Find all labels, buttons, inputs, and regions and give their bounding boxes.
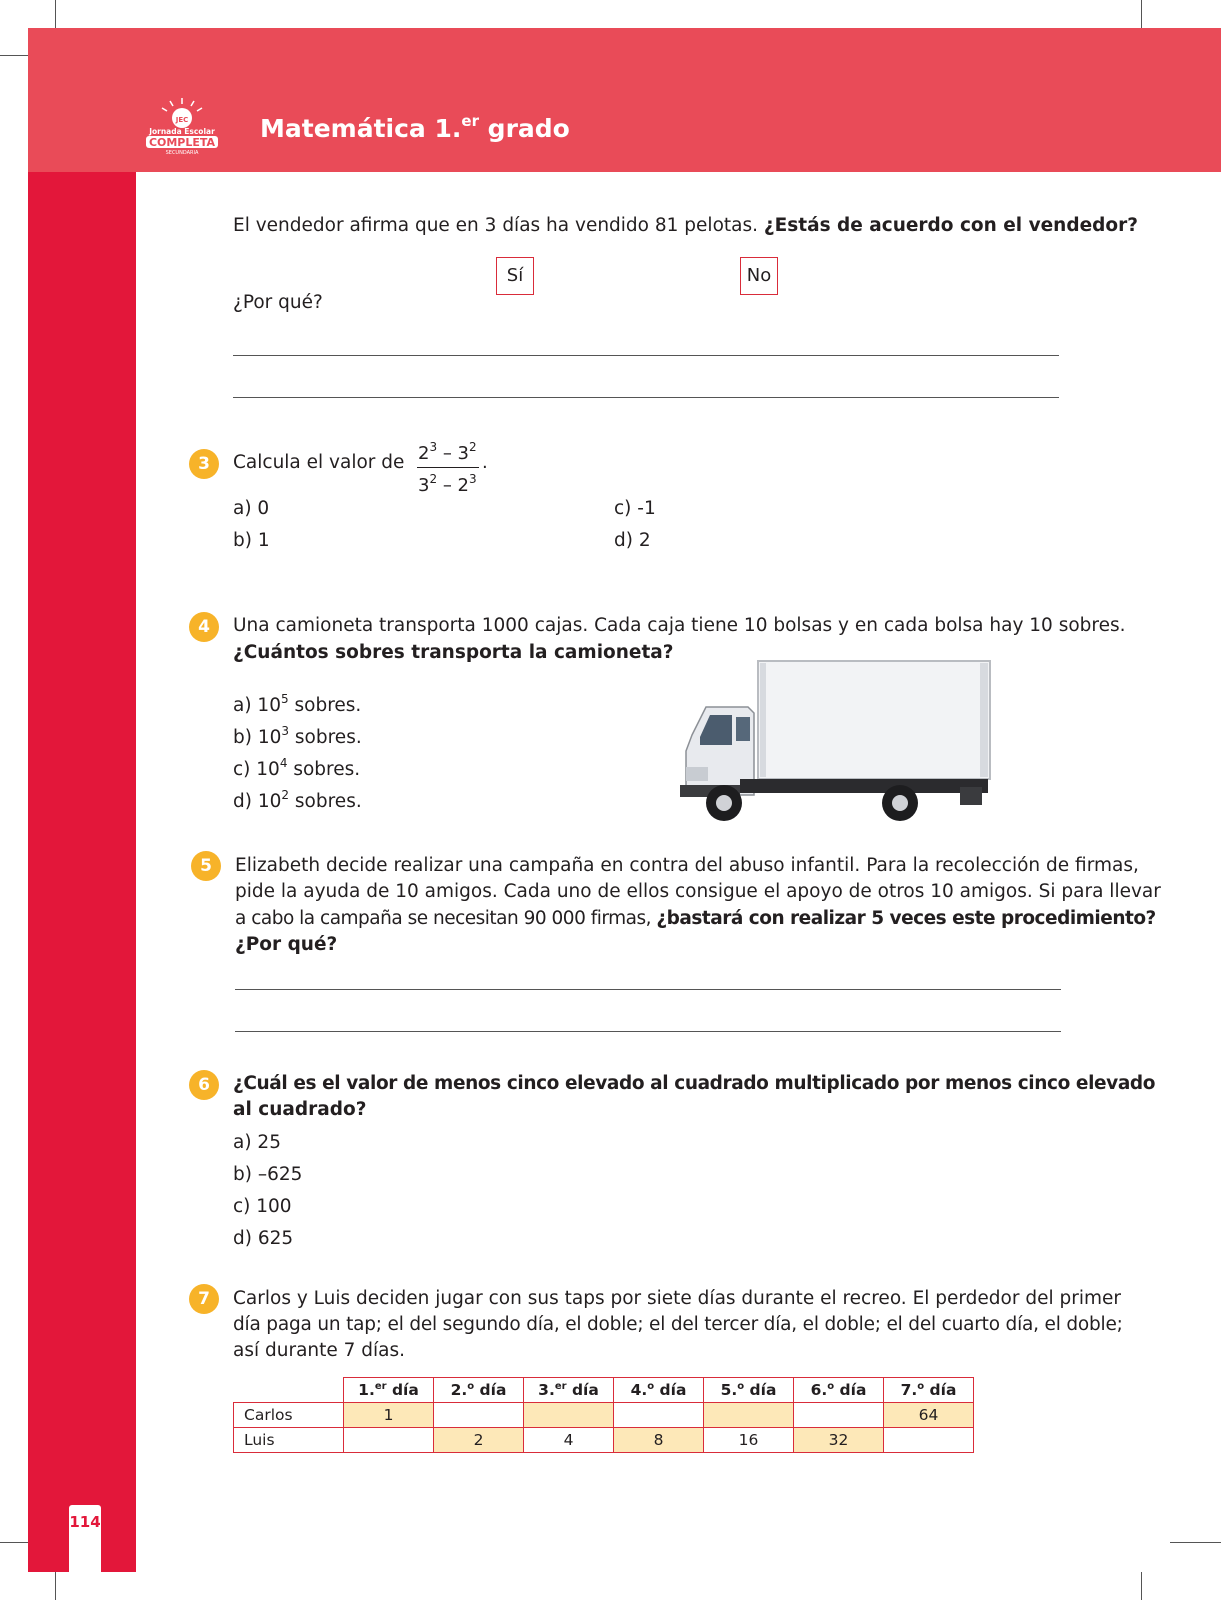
q6-option-d[interactable]: d) 625 — [233, 1228, 294, 1249]
svg-text:JEC: JEC — [175, 116, 189, 124]
q5-line3: a cabo la campaña se necesitan 90 000 firmas, ¿bastará con realizar 5 veces este procedimiento? — [235, 908, 1156, 929]
table-cell[interactable] — [434, 1403, 524, 1428]
q4-option-b[interactable]: b) $10^3$ sobres. — [233, 724, 362, 748]
seller-question: El vendedor afirma que en 3 días ha vendido 81 pelotas. ¿Estás de acuerdo con el vendedor? — [233, 215, 1138, 236]
fraction-period: . — [482, 452, 488, 473]
q3-text: Calcula el valor de — [233, 452, 405, 473]
day-header: 1.$^{er}$ día — [344, 1378, 434, 1403]
table-cell[interactable]: 1 — [344, 1403, 434, 1428]
fraction-denominator: $3^2 - 2^3$ — [418, 472, 477, 496]
svg-text:COMPLETA: COMPLETA — [148, 136, 216, 149]
why-label: ¿Por qué? — [233, 292, 323, 313]
table-cell[interactable]: 8 — [614, 1428, 704, 1453]
answer-line[interactable] — [235, 989, 1061, 990]
no-option-box[interactable]: No — [740, 257, 778, 295]
q6-option-a[interactable]: a) 25 — [233, 1132, 281, 1153]
table-cell[interactable] — [884, 1428, 974, 1453]
q6-option-c[interactable]: c) 100 — [233, 1196, 292, 1217]
table-cell[interactable] — [524, 1403, 614, 1428]
crop-mark — [0, 55, 28, 56]
table-cell[interactable]: 2 — [434, 1428, 524, 1453]
table-cell[interactable]: 32 — [794, 1428, 884, 1453]
q3-option-c[interactable]: c) -1 — [614, 498, 656, 519]
q6-line2: al cuadrado? — [233, 1099, 367, 1120]
crop-mark — [1141, 0, 1142, 28]
q6-option-b[interactable]: b) –625 — [233, 1164, 303, 1185]
fraction-numerator: $2^3 - 3^2$ — [418, 440, 477, 464]
page-sidebar — [28, 172, 136, 1572]
day-header: 7.$^o$ día — [884, 1378, 974, 1403]
day-header: 4.$^o$ día — [614, 1378, 704, 1403]
q3-option-d[interactable]: d) 2 — [614, 530, 651, 551]
table-cell[interactable]: 4 — [524, 1428, 614, 1453]
table-row — [234, 1403, 974, 1428]
table-cell[interactable] — [704, 1403, 794, 1428]
page-number: 114 — [69, 1513, 101, 1531]
yes-option-box[interactable]: Sí — [496, 257, 534, 295]
question-number-badge: 3 — [189, 449, 219, 479]
day-header: 3.$^{er}$ día — [524, 1378, 614, 1403]
row-label: Luis — [234, 1428, 344, 1453]
q4-question: ¿Cuántos sobres transporta la camioneta? — [233, 642, 674, 663]
crop-mark — [55, 1572, 56, 1600]
q5-line2: pide la ayuda de 10 amigos. Cada uno de ellos consigue el apoyo de otros 10 amigos. Si para llevar — [235, 881, 1161, 902]
answer-line[interactable] — [235, 1031, 1061, 1032]
day-header: 6.$^o$ día — [794, 1378, 884, 1403]
question-number-badge: 6 — [189, 1070, 219, 1100]
q4-text: Una camioneta transporta 1000 cajas. Cada caja tiene 10 bolsas y en cada bolsa hay 10 sobres. — [233, 615, 1126, 636]
table-cell[interactable]: 16 — [704, 1428, 794, 1453]
question-number-badge: 4 — [189, 612, 219, 642]
table-corner-cell — [234, 1378, 344, 1403]
q7-line2: día paga un tap; el del segundo día, el doble; el del tercer día, el doble; el del cuarto día, el doble; — [233, 1314, 1123, 1335]
table-cell[interactable]: 64 — [884, 1403, 974, 1428]
q4-option-a[interactable]: a) $10^5$ sobres. — [233, 692, 362, 716]
table-header-row — [234, 1378, 974, 1403]
answer-line[interactable] — [233, 397, 1059, 398]
q6-line1: ¿Cuál es el valor de menos cinco elevado al cuadrado multiplicado por menos cinco elevado — [233, 1073, 1156, 1094]
table-cell[interactable] — [614, 1403, 704, 1428]
page-title: Matemática 1.$^{er}$ grado — [260, 112, 570, 143]
table-cell[interactable] — [344, 1428, 434, 1453]
q7-line1: Carlos y Luis deciden jugar con sus taps por siete días durante el recreo. El perdedor del primer — [233, 1288, 1121, 1309]
truck-image — [680, 655, 1000, 825]
jec-logo — [144, 96, 220, 156]
q4-option-d[interactable]: d) $10^2$ sobres. — [233, 788, 362, 812]
svg-text:SECUNDARIA: SECUNDARIA — [165, 150, 199, 156]
q5-line1: Elizabeth decide realizar una campaña en contra del abuso infantil. Para la recolección de firmas, — [235, 855, 1139, 876]
q4-option-c[interactable]: c) $10^4$ sobres. — [233, 756, 361, 780]
q3-option-a[interactable]: a) 0 — [233, 498, 270, 519]
svg-text:Jornada Escolar: Jornada Escolar — [149, 127, 215, 136]
q5-line4: ¿Por qué? — [235, 934, 338, 955]
day-header: 5.$^o$ día — [704, 1378, 794, 1403]
answer-line[interactable] — [233, 355, 1059, 356]
day-header: 2.$^o$ día — [434, 1378, 524, 1403]
crop-mark — [0, 1542, 28, 1543]
table-row — [234, 1428, 974, 1453]
row-label: Carlos — [234, 1403, 344, 1428]
fraction-bar — [417, 467, 479, 468]
taps-table — [233, 1377, 974, 1453]
table-cell[interactable] — [794, 1403, 884, 1428]
crop-mark — [55, 0, 56, 28]
question-number-badge: 7 — [189, 1284, 219, 1314]
question-number-badge: 5 — [191, 851, 221, 881]
crop-mark — [1170, 1542, 1221, 1543]
q3-option-b[interactable]: b) 1 — [233, 530, 270, 551]
q7-line3: así durante 7 días. — [233, 1340, 406, 1361]
crop-mark — [1141, 1572, 1142, 1600]
